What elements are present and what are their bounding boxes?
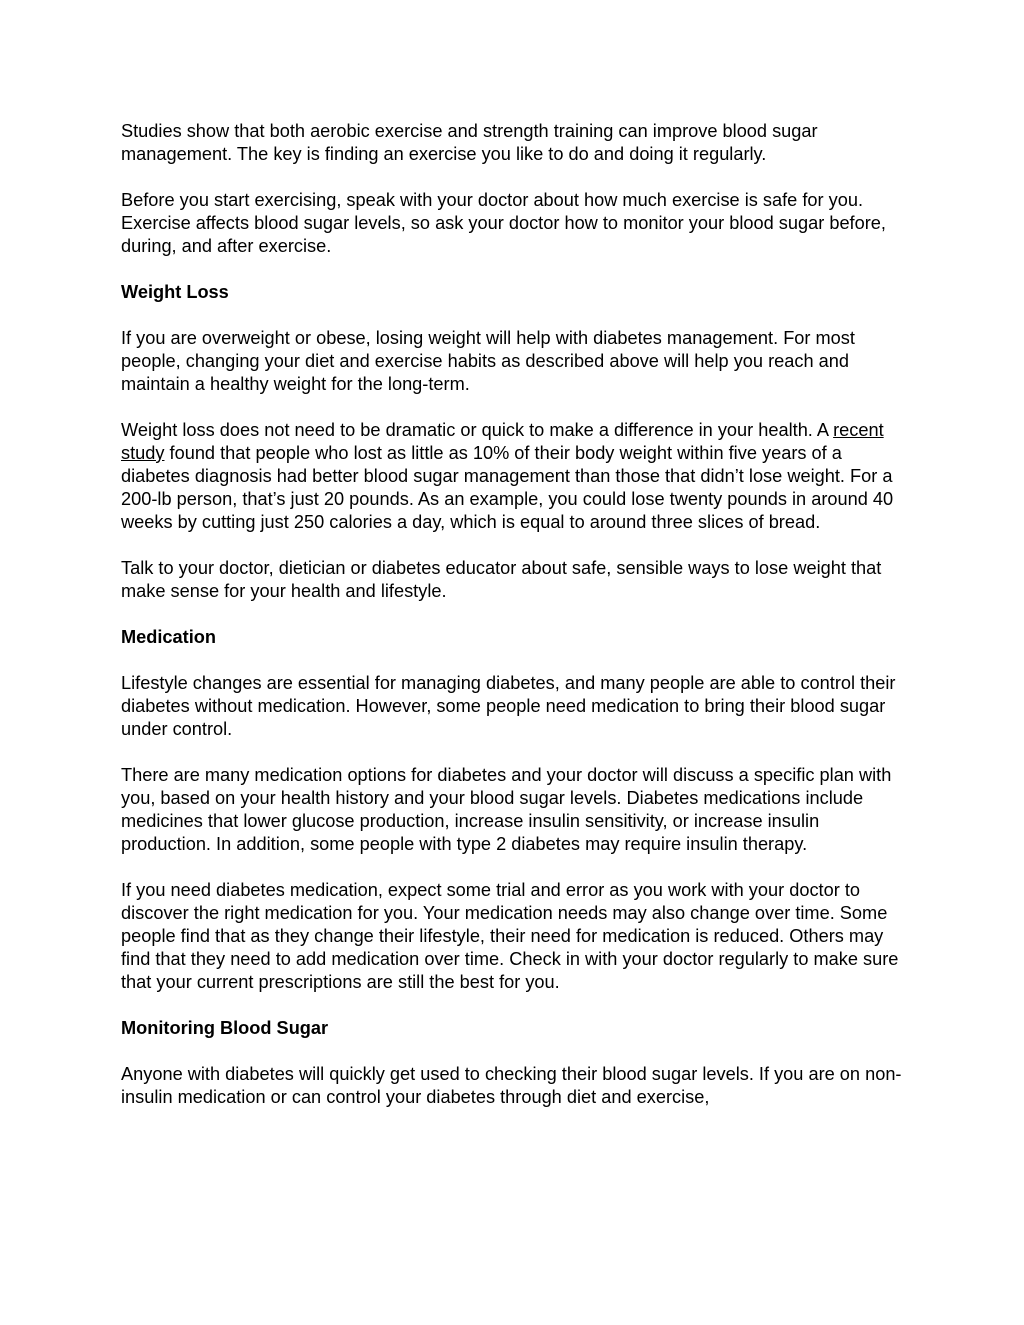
paragraph-weight-loss-intro: If you are overweight or obese, losing weight will help with diabetes management. For most people, changing your diet and exercise habits as described above will help you reach and maintain a healthy weight for the long-term. [121,328,855,394]
paragraph-exercise-benefits: Studies show that both aerobic exercise and strength training can improve blood sugar management. The key is finding an exercise you like to do and doing it regularly. [121,121,818,164]
study-text-after: found that people who lost as little as 10% of their body weight within five years of a diabetes diagnosis had better blood sugar management than those that didn’t lose weight. For a 200-lb person, that’s just 20 pounds. As an example, you could lose twenty pounds in around 40 weeks by cutting just 250 calories a day, which is equal to around three slices of bread. [121,443,894,532]
heading-weight-loss: Weight Loss [121,282,229,302]
study-text-before: Weight loss does not need to be dramatic or quick to make a difference in your health. A [121,420,834,440]
paragraph-weight-loss-advice: Talk to your doctor, dietician or diabetes educator about safe, sensible ways to lose weight that make sense for your health and lifestyle. [121,558,882,601]
recent-study-link[interactable]: recent study [121,420,884,463]
paragraph-exercise-safety: Before you start exercising, speak with your doctor about how much exercise is safe for you. Exercise affects blood sugar levels, so ask your doctor how to monitor your blood sugar before, during, and after exercise. [121,190,886,256]
paragraph-monitoring-intro: Anyone with diabetes will quickly get used to checking their blood sugar levels. If you are on non-insulin medication or can control your diabetes through diet and exercise, [121,1064,902,1107]
paragraph-medication-trial: If you need diabetes medication, expect some trial and error as you work with your doctor to discover the right medication for you. Your medication needs may also change over time. Some people find that as they change their lifestyle, their need for medication is reduced. Others may find that they need to add medication over time. Check in with your doctor regularly to make sure that your current prescriptions are still the best for you. [121,880,899,992]
heading-medication: Medication [121,627,216,647]
document-page [121,120,911,1132]
paragraph-weight-loss-study [121,419,911,534]
heading-monitoring-blood-sugar: Monitoring Blood Sugar [121,1018,329,1038]
paragraph-medication-intro: Lifestyle changes are essential for managing diabetes, and many people are able to control their diabetes without medication. However, some people need medication to bring their blood sugar under control. [121,673,896,739]
paragraph-medication-options: There are many medication options for diabetes and your doctor will discuss a specific plan with you, based on your health history and your blood sugar levels. Diabetes medications include medicines that lower glucose production, increase insulin sensitivity, or increase insulin production. In addition, some people with type 2 diabetes may require insulin therapy. [121,765,892,854]
